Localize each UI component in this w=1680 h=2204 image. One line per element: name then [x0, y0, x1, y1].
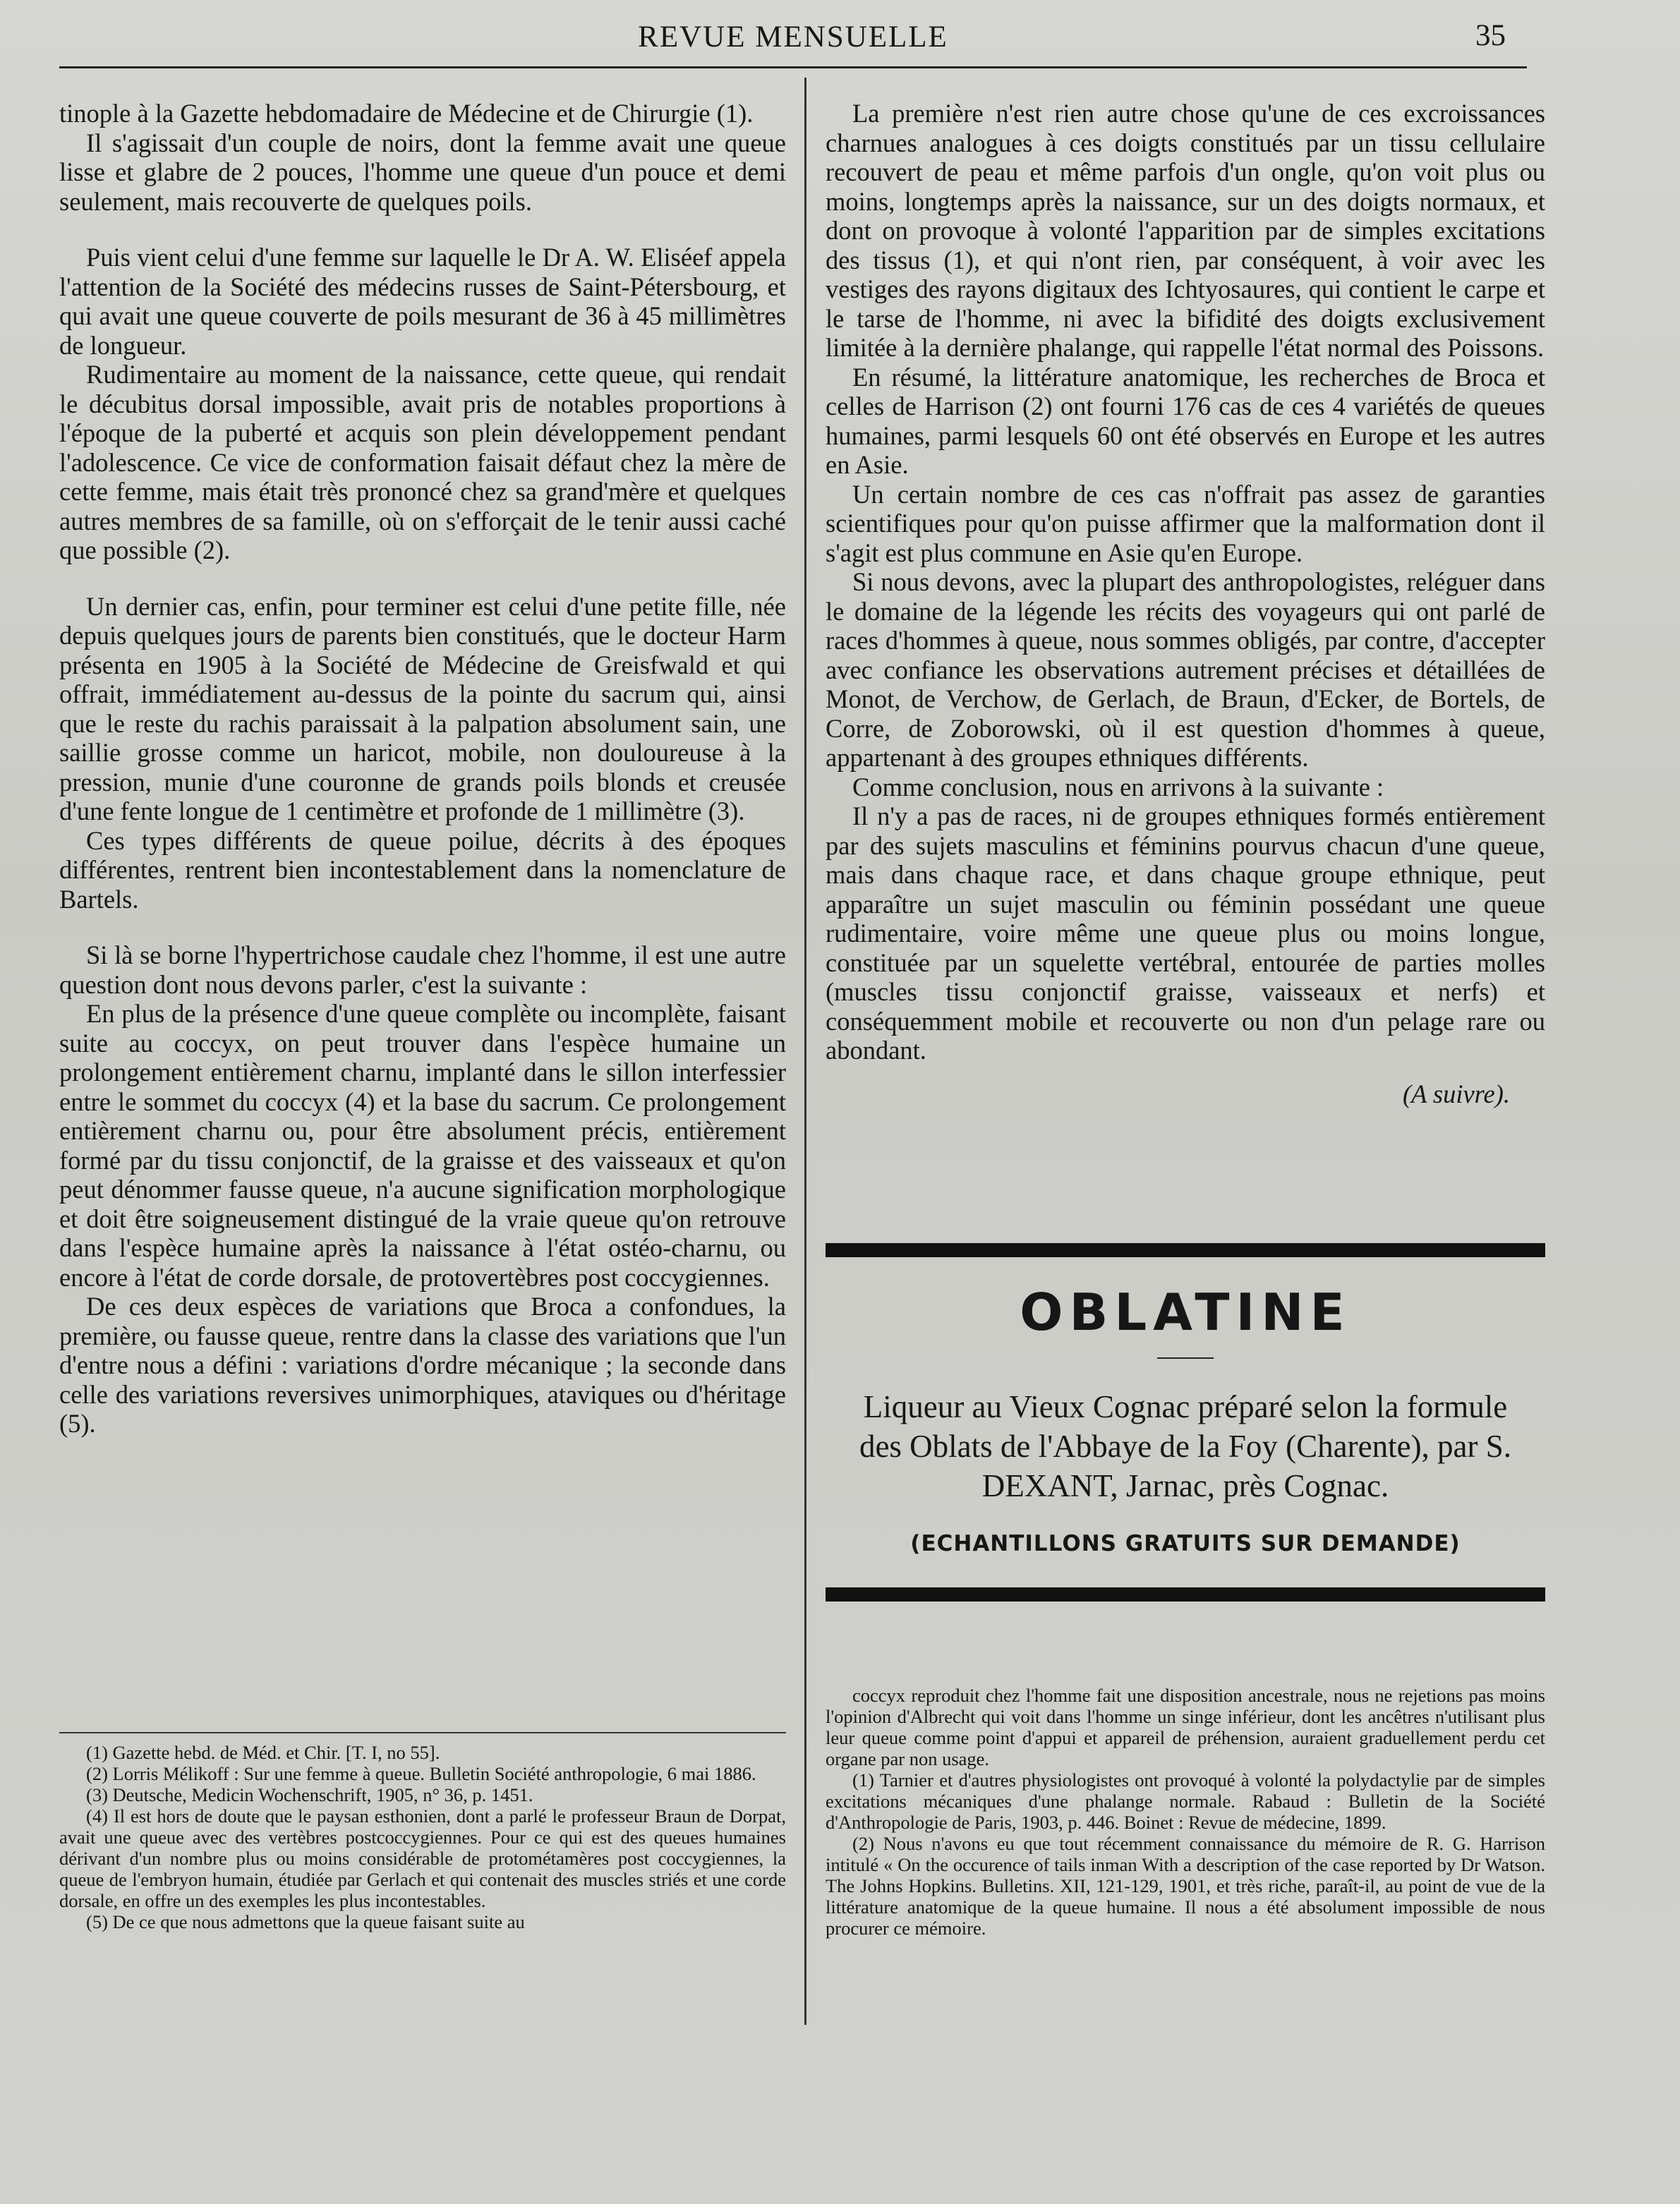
page-number: 35	[1475, 19, 1506, 52]
right-column	[826, 99, 1545, 1108]
right-footnotes	[826, 1685, 1545, 1939]
header-rule	[59, 66, 1527, 68]
left-column	[59, 99, 786, 1439]
paragraph: Comme conclusion, nous en arrivons à la suivante :	[852, 772, 1384, 801]
page-header	[59, 16, 1527, 58]
footnote: (1) Gazette hebd. de Méd. et Chir. [T. I, no 55].	[86, 1742, 440, 1763]
left-footnotes	[59, 1732, 786, 1932]
to-be-continued: (A suivre).	[1402, 1079, 1510, 1108]
paragraph: Un certain nombre de ces cas n'offrait pas assez de garanties scientifiques pour qu'on puisse affirmer que la malformation dont il s'agit est plus commune en Asie qu'en Europe.	[826, 479, 1545, 567]
footnote: (2) Nous n'avons eu que tout récemment connaissance du mémoire de R. G. Harrison intitulé « On the occurence of tails inman With a description of the case reported by Dr Watson. The Johns Hopkins. Bulletins. XII, 121-129, 1901, et très riche, paraît-il, au point de vue de la littérature anatomique de la queue humaine. Il nous a été absolument impossible de nous procurer ce mémoire.	[826, 1833, 1545, 1939]
oblatine-advertisement	[826, 1243, 1545, 1601]
footnote: (4) Il est hors de doute que le paysan esthonien, dont a parlé le professeur Braun de Dorpat, avait une queue avec des vertèbres postcoccygiennes. Pour ce qui est des queues humaines dérivant d'un nombre plus ou moins considérable de protométamères post coccygiennes, la queue de l'embryon humain, étudiée par Gerlach et qui contenait des muscles striés et une corde dorsale, en offre un des exemples les plus incontestables.	[59, 1805, 786, 1911]
ad-samples-note: (ECHANTILLONS GRATUITS SUR DEMANDE)	[910, 1531, 1461, 1556]
paragraph: tinople à la Gazette hebdomadaire de Médecine et de Chirurgie (1).	[59, 99, 754, 128]
column-divider	[804, 78, 806, 2025]
paragraph: Ces types différents de queue poilue, décrits à des époques différentes, rentrent bien incontestablement dans la nomenclature de Bartels.	[59, 825, 786, 914]
paragraph: Il n'y a pas de races, ni de groupes ethniques formés entièrement par des sujets masculins et féminins pourvus chacun d'une queue, mais dans chaque race, et dans chaque groupe ethnique, peut apparaître un sujet masculin ou féminin possédant une queue rudimentaire, voire même une queue plus ou moins longue, constituée par un squelette vertébral, entourée de parties molles (muscles tissu conjonctif graisse, vaisseaux et nerfs) et conséquemment mobile et recouverte ou non d'un pelage rare ou abondant.	[826, 801, 1545, 1065]
ad-top-bar	[826, 1243, 1545, 1257]
paragraph: En plus de la présence d'une queue complète ou incomplète, faisant suite au coccyx, on peut trouver dans l'espèce humaine un prolongement entièrement charnu, implanté dans le sillon interfessier entre le sommet du coccyx (4) et la base du sacrum. Ce prolongement entièrement charnu ou, pour être absolument précis, entièrement formé par du tissu conjonctif, de la graisse et des vaisseaux et qu'on peut dénommer fausse queue, n'a aucune signification morphologique et doit être soigneusement distingué de la vraie queue qu'on retrouve dans l'espèce humaine après la naissance à l'état ostéo-charnu, ou encore à l'état de corde dorsale, de protovertèbres post coccygiennes.	[59, 999, 786, 1292]
paragraph: Rudimentaire au moment de la naissance, cette queue, qui rendait le décubitus dorsal impossible, avait pris de notables proportions à l'époque de la puberté et acquis son plein développement pendant l'adolescence. Ce vice de conformation faisait défaut chez la mère de cette femme, mais était très prononcé chez sa grand'mère et quelques autres membres de sa famille, où on s'efforçait de le tenir aussi caché que possible (2).	[59, 360, 786, 564]
paragraph: La première n'est rien autre chose qu'une de ces excroissances charnues analogues à ces doigts constitués par un tissu cellulaire recouvert de peau et même parfois d'un ongle, qu'on voit plus ou moins, longtemps après la naissance, sur un des doigts normaux, et dont on provoque à volonté l'apparition par de simples excitations des tissus (1), et qui n'ont rien, par conséquent, à voir avec les vestiges des rayons digitaux des Ichtyosaures, qui contient le carpe et le tarse de l'homme, ni avec la bifidité des doigts exclusivement limitée à la dernière phalange, qui rappelle l'état normal des Poissons.	[826, 99, 1545, 362]
ad-title: OBLATINE	[1020, 1283, 1351, 1342]
paragraph: En résumé, la littérature anatomique, les recherches de Broca et celles de Harrison (2) ont fourni 176 cas de ces 4 variétés de queues humaines, parmi lesquels 60 ont été observés en Europe et les autres en Asie.	[826, 362, 1545, 479]
paragraph: Si là se borne l'hypertrichose caudale chez l'homme, il est une autre question dont nous devons parler, c'est la suivante :	[59, 940, 786, 999]
ad-bottom-bar	[826, 1587, 1545, 1601]
footnote: (1) Tarnier et d'autres physiologistes ont provoqué à volonté la polydactylie par de simples excitations mécaniques d'une phalange normale. Rabaud : Bulletin de la Société d'Anthropologie de Paris, 1903, p. 446. Boinet : Revue de médecine, 1899.	[826, 1769, 1545, 1833]
footnote: coccyx reproduit chez l'homme fait une disposition ancestrale, nous ne rejetions pas moins l'opinion d'Albrecht qui voit dans l'homme un singe inférieur, dont les ancêtres n'utilisant plus leur queue comme point d'appui et appareil de préhension, auraient graduellement perdu cet organe par non usage.	[826, 1685, 1545, 1769]
running-title: REVUE MENSUELLE	[638, 20, 948, 54]
footnote-rule	[59, 1732, 786, 1733]
paragraph: Il s'agissait d'un couple de noirs, dont la femme avait une queue lisse et glabre de 2 pouces, l'homme une queue d'un pouce et demi seulement, mais recouverte de quelques poils.	[59, 128, 786, 216]
footnote: (5) De ce que nous admettons que la queue faisant suite au	[86, 1911, 525, 1932]
paragraph: Si nous devons, avec la plupart des anthropologistes, reléguer dans le domaine de la légende les récits des voyageurs qui ont parlé de races d'hommes à queue, nous sommes obligés, par contre, d'accepter avec confiance les observations autrement précises et détaillées de Monot, de Verchow, de Gerlach, de Braun, d'Ecker, de Bortels, de Corre, de Zoborowski, où il est question d'hommes à queue, appartenant à des groupes ethniques différents.	[826, 567, 1545, 772]
footnote: (2) Lorris Mélikoff : Sur une femme à queue. Bulletin Société anthropologie, 6 mai 1886.	[86, 1763, 756, 1784]
ad-divider	[1157, 1357, 1214, 1359]
footnote: (3) Deutsche, Medicin Wochenschrift, 1905, n° 36, p. 1451.	[86, 1784, 533, 1805]
ad-text: Liqueur au Vieux Cognac préparé selon la formule des Oblats de l'Abbaye de la Foy (Charente), par S. DEXANT, Jarnac, près Cognac.	[859, 1389, 1512, 1503]
paragraph: De ces deux espèces de variations que Broca a confondues, la première, ou fausse queue, rentre dans la classe des variations que l'un d'entre nous a défini : variations d'ordre mécanique ; la seconde dans celle des variations reversives unimorphiques, ataviques ou d'héritage (5).	[59, 1292, 786, 1438]
paragraph: Un dernier cas, enfin, pour terminer est celui d'une petite fille, née depuis quelques jours de parents bien constitués, que le docteur Harm présenta en 1905 à la Société de Médecine de Greisfwald et qui offrait, immédiatement au-dessus de la pointe du sacrum qui, ainsi que le reste du rachis paraissait à la palpation absolument sain, une saillie grosse comme un haricot, mobile, non douloureuse à la pression, munie d'une couronne de grands poils blonds et creusée d'une fente longue de 1 centimètre et profonde de 1 millimètre (3).	[59, 591, 786, 825]
paragraph: Puis vient celui d'une femme sur laquelle le Dr A. W. Eliséef appela l'attention de la Société des médecins russes de Saint-Pétersbourg, et qui avait une queue couverte de poils mesurant de 36 à 45 millimètres de longueur.	[59, 243, 786, 360]
